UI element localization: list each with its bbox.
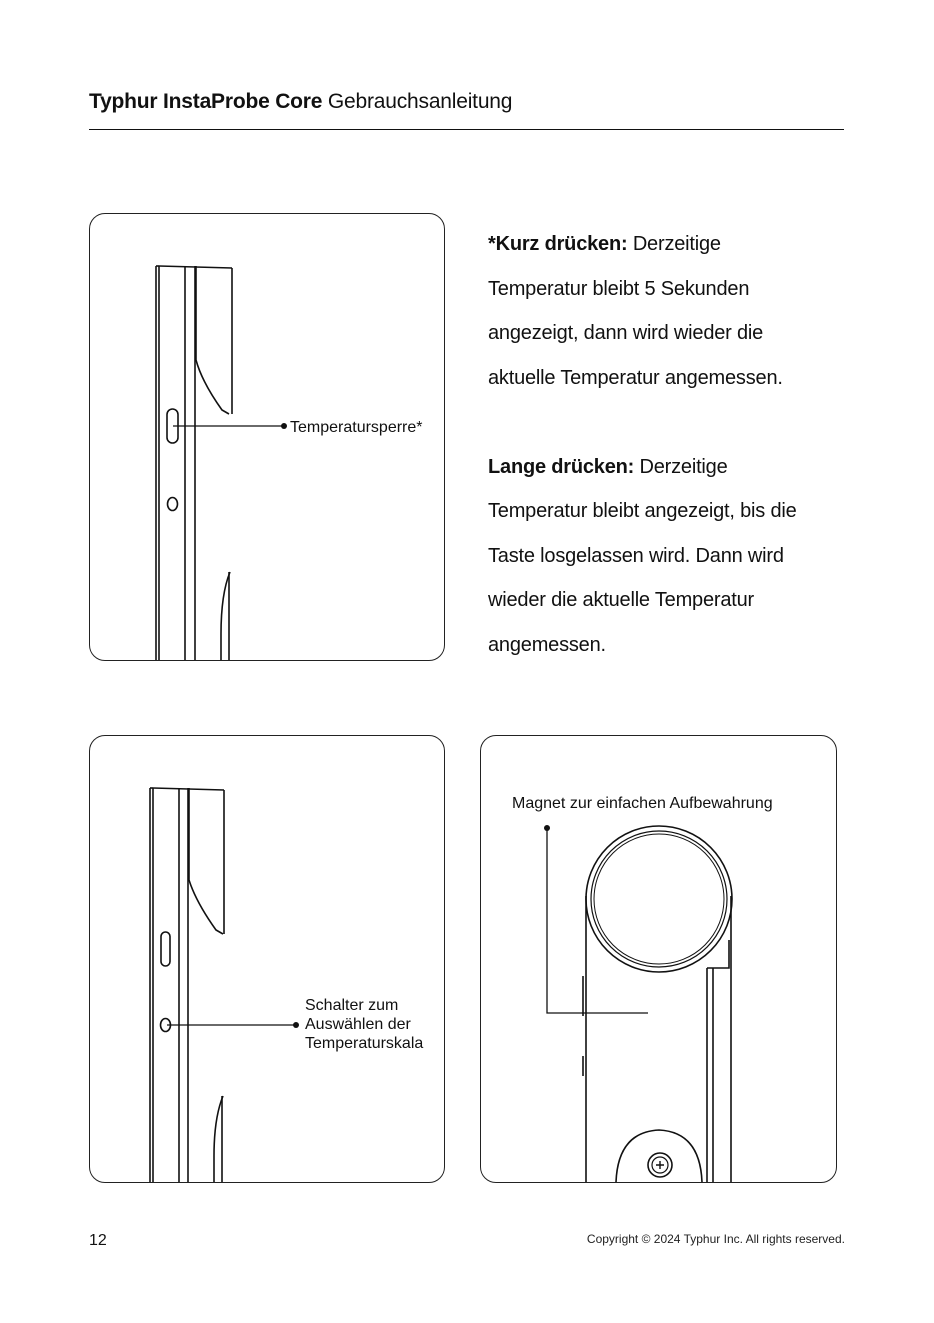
- figure-magnet: [480, 735, 837, 1183]
- long-press-label: Lange drücken:: [488, 455, 635, 478]
- long-press-line-5: angemessen.: [488, 633, 606, 656]
- short-press-label: *Kurz drücken:: [488, 233, 628, 255]
- callout-magnet: Magnet zur einfachen Aufbewahrung: [512, 795, 773, 812]
- long-press-line-4: wieder die aktuelle Temperatur: [488, 589, 755, 611]
- short-press-line-3: angezeigt, dann wird wieder die: [488, 322, 764, 344]
- copyright-notice: Copyright © 2024 Typhur Inc. All rights reserved.: [586, 1232, 845, 1246]
- short-press-line-1: *Kurz drücken: Derzeitige: [488, 233, 721, 255]
- long-press-line-2: Temperatur bleibt angezeigt, bis die: [488, 500, 797, 522]
- short-press-line-2: Temperatur bleibt 5 Sekunden: [488, 277, 750, 300]
- device-side-view-illustration-2: [90, 736, 444, 1182]
- figure-unit-switch: [89, 735, 445, 1183]
- callout-unit-switch: Schalter zum Auswählen der Temperaturskala: [305, 997, 424, 1052]
- long-press-line-3: Taste losgelassen wird. Dann wird: [488, 544, 784, 567]
- product-name: Typhur InstaProbe Core: [89, 90, 323, 113]
- short-press-line-4: aktuelle Temperatur angemessen.: [488, 366, 783, 389]
- paragraph-gap: [488, 400, 848, 445]
- page-number: 12: [89, 1232, 107, 1249]
- header-divider: [89, 129, 844, 130]
- instruction-text: [488, 222, 848, 667]
- device-side-view-illustration: [90, 214, 444, 660]
- document-title: Gebrauchsanleitung: [327, 90, 513, 113]
- callout-temperature-lock: Temperatursperre*: [290, 419, 423, 436]
- figure-temperature-lock: [89, 213, 445, 661]
- long-press-line-1: Lange drücken: Derzeitige: [488, 455, 728, 478]
- page-header: [89, 88, 512, 116]
